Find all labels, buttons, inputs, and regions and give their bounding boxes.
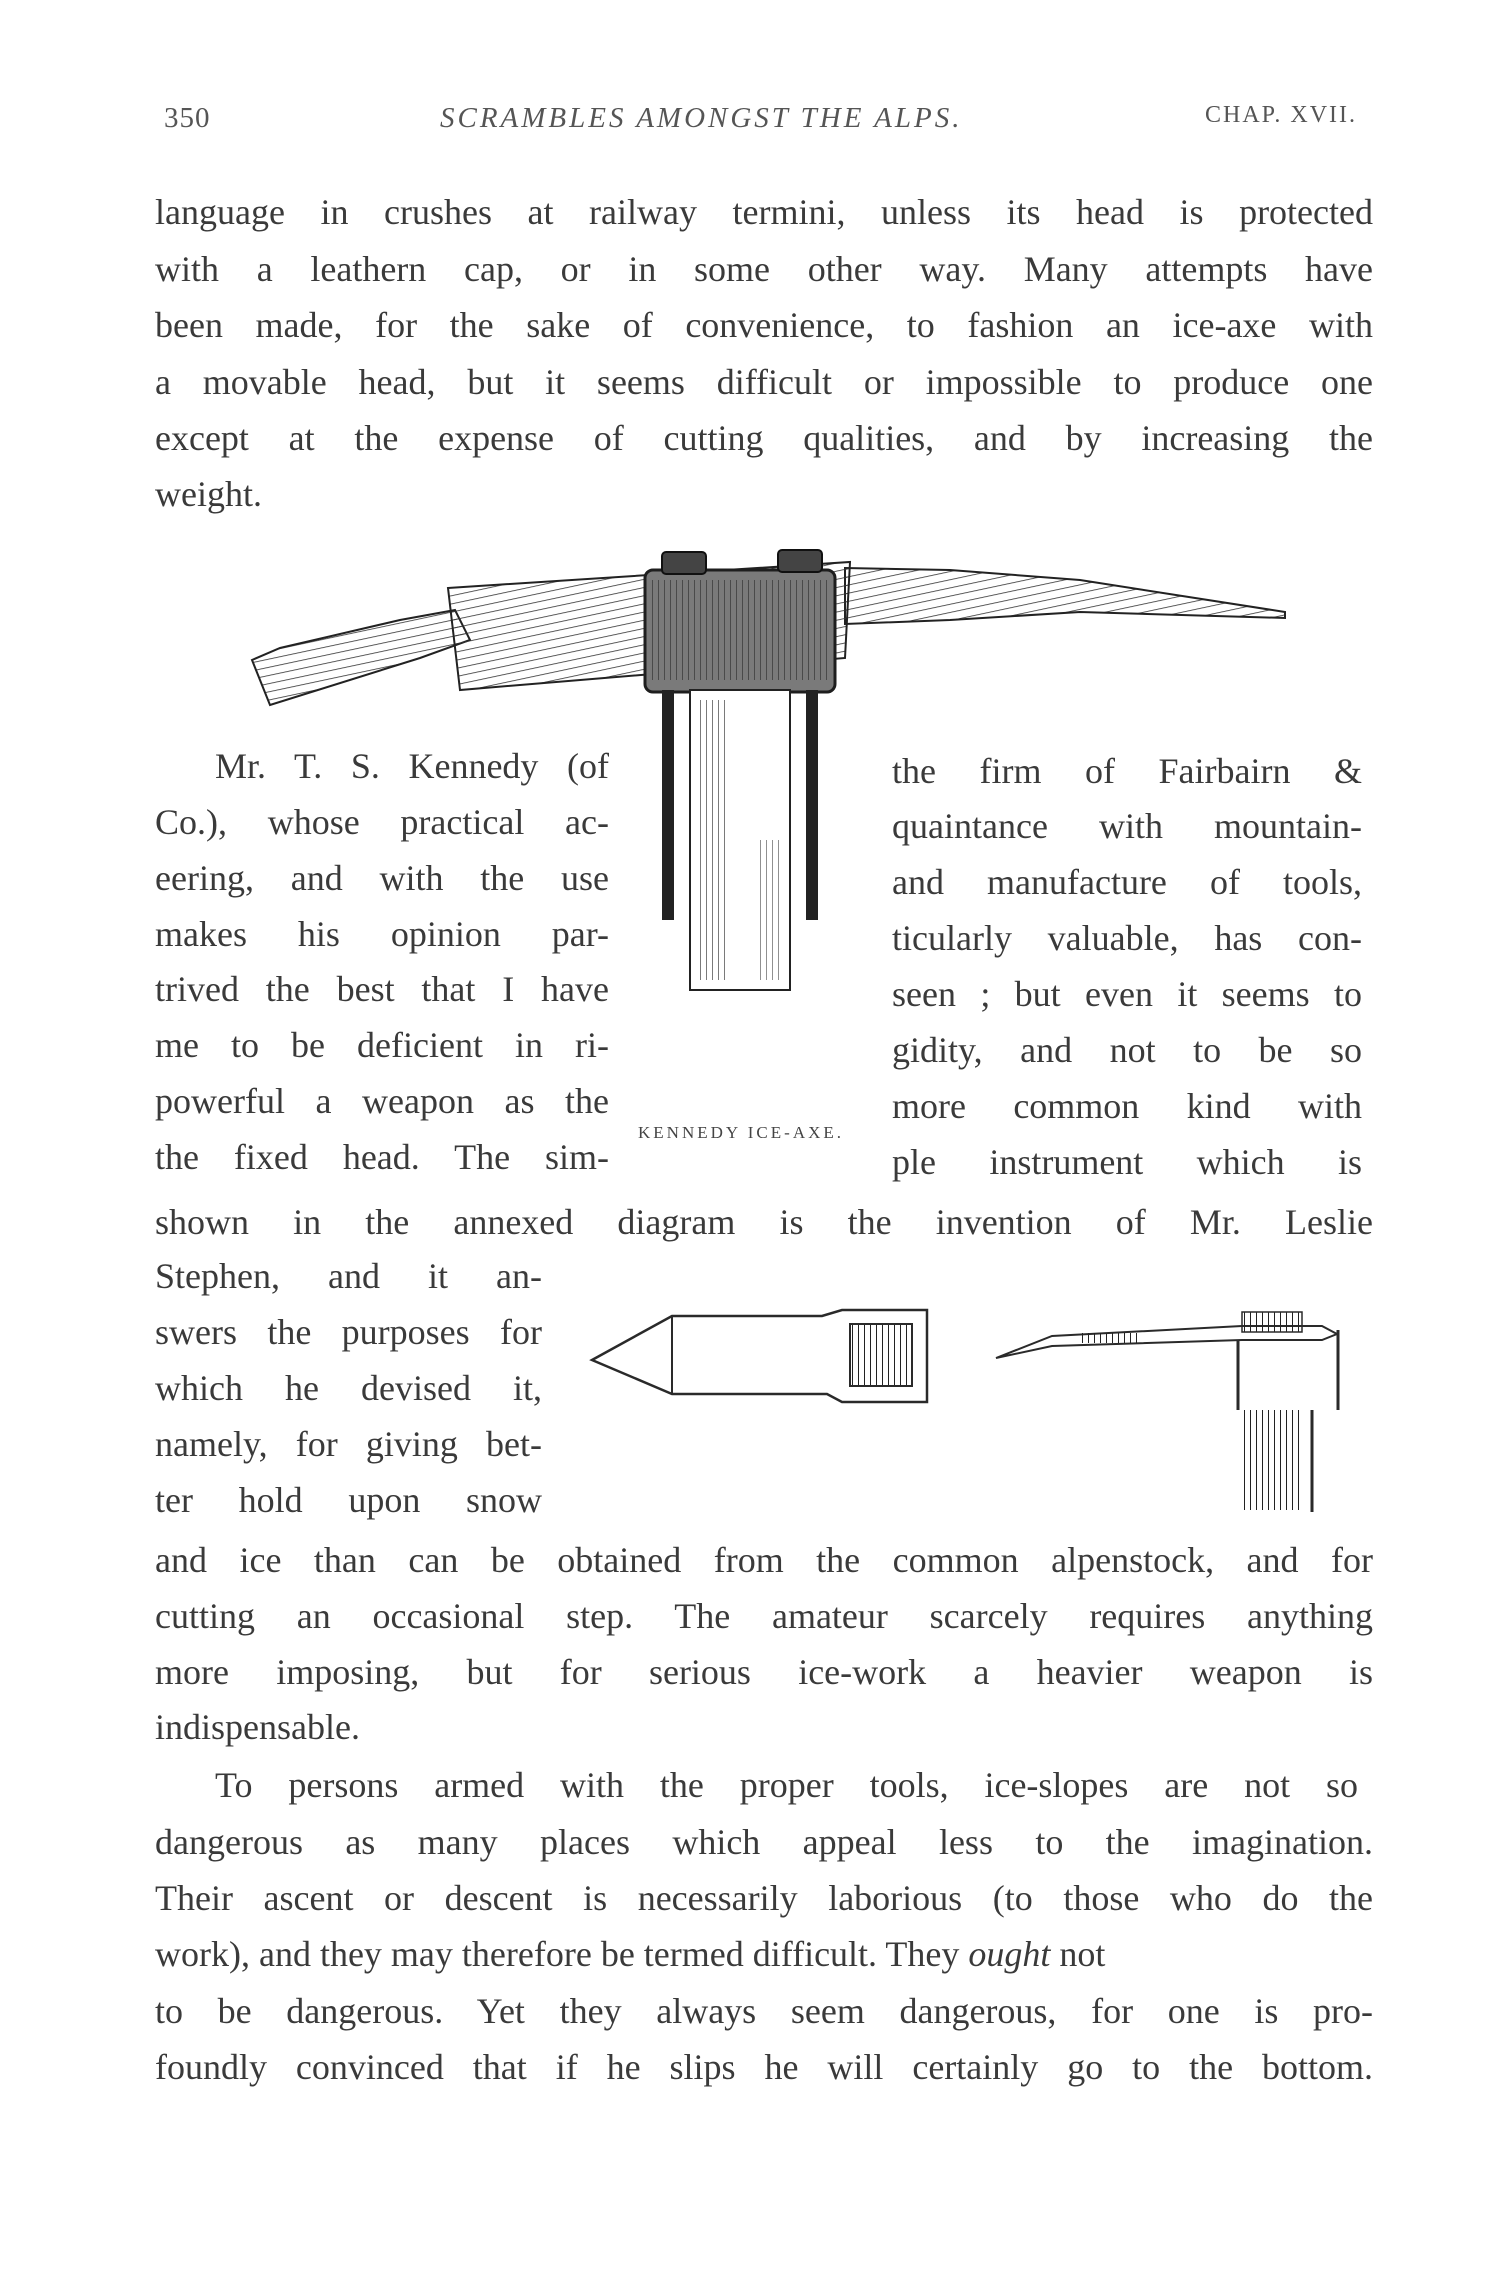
text-line: a movable head, but it seems difficult or impossible to produce one xyxy=(155,362,1373,402)
text-line: Co.), whose practical ac- xyxy=(155,802,609,842)
text-line: and ice than can be obtained from the common alpenstock, and for xyxy=(155,1540,1373,1580)
text-line: to be dangerous. Yet they always seem dangerous, for one is pro- xyxy=(155,1991,1373,2031)
text-line xyxy=(155,1932,1355,1976)
chapter-label: CHAP. XVII. xyxy=(1205,102,1358,128)
text-line: powerful a weapon as the xyxy=(155,1081,609,1121)
stephen-axe-side-diagram xyxy=(992,1300,1352,1520)
text-line: more imposing, but for serious ice-work a heavier weapon is xyxy=(155,1652,1373,1692)
text-line: trived the best that I have xyxy=(155,969,609,1009)
figure-caption: KENNEDY ICE-AXE. xyxy=(638,1123,845,1142)
text-line: the fixed head. The sim- xyxy=(155,1137,609,1177)
text-line: Their ascent or descent is necessarily laborious (to those who do the xyxy=(155,1878,1373,1918)
text-line: ple instrument which is xyxy=(892,1142,1362,1182)
text-line: shown in the annexed diagram is the invention of Mr. Leslie xyxy=(155,1202,1373,1242)
text-line: quaintance with mountain- xyxy=(892,806,1362,846)
text-line: dangerous as many places which appeal less to the imagination. xyxy=(155,1822,1373,1862)
text-line: makes his opinion par- xyxy=(155,914,609,954)
text-line: weight. xyxy=(155,474,262,514)
text-line: Stephen, and it an- xyxy=(155,1256,542,1296)
text-line: more common kind with xyxy=(892,1086,1362,1126)
text-line: and manufacture of tools, xyxy=(892,862,1362,902)
text-line: indispensable. xyxy=(155,1707,360,1747)
text-line: ticularly valuable, has con- xyxy=(892,918,1362,958)
text-line: ter hold upon snow xyxy=(155,1480,542,1520)
text-line: swers the purposes for xyxy=(155,1312,542,1352)
text-line: cutting an occasional step. The amateur scarcely requires anything xyxy=(155,1596,1373,1636)
text-line: gidity, and not to be so xyxy=(892,1030,1362,1070)
text-line: foundly convinced that if he slips he will certainly go to the bottom. xyxy=(155,2047,1373,2087)
text-span: not xyxy=(1050,1934,1106,1974)
text-line: the firm of Fairbairn & xyxy=(892,751,1362,791)
text-line: language in crushes at railway termini, unless its head is protected xyxy=(155,192,1373,232)
text-line: except at the expense of cutting qualities, and by increasing the xyxy=(155,418,1373,458)
text-line: me to be deficient in ri- xyxy=(155,1025,609,1065)
text-line: which he devised it, xyxy=(155,1368,542,1408)
text-line: been made, for the sake of convenience, to fashion an ice-axe with xyxy=(155,305,1373,345)
emphasis-word: ought xyxy=(968,1934,1051,1974)
page-number: 350 xyxy=(164,102,211,134)
text-line: Mr. T. S. Kennedy (of xyxy=(215,746,609,786)
text-line: To persons armed with the proper tools, ice-slopes are not so xyxy=(215,1765,1358,1805)
text-line: namely, for giving bet- xyxy=(155,1424,542,1464)
text-line: eering, and with the use xyxy=(155,858,609,898)
stephen-axe-plan-diagram xyxy=(582,1300,932,1420)
text-line: with a leathern cap, or in some other way. Many attempts have xyxy=(155,249,1373,289)
text-span: work), and they may therefore be termed difficult. They xyxy=(155,1934,960,1974)
running-title: SCRAMBLES AMONGST THE ALPS. xyxy=(440,102,963,134)
text-line: seen ; but even it seems to xyxy=(892,974,1362,1014)
